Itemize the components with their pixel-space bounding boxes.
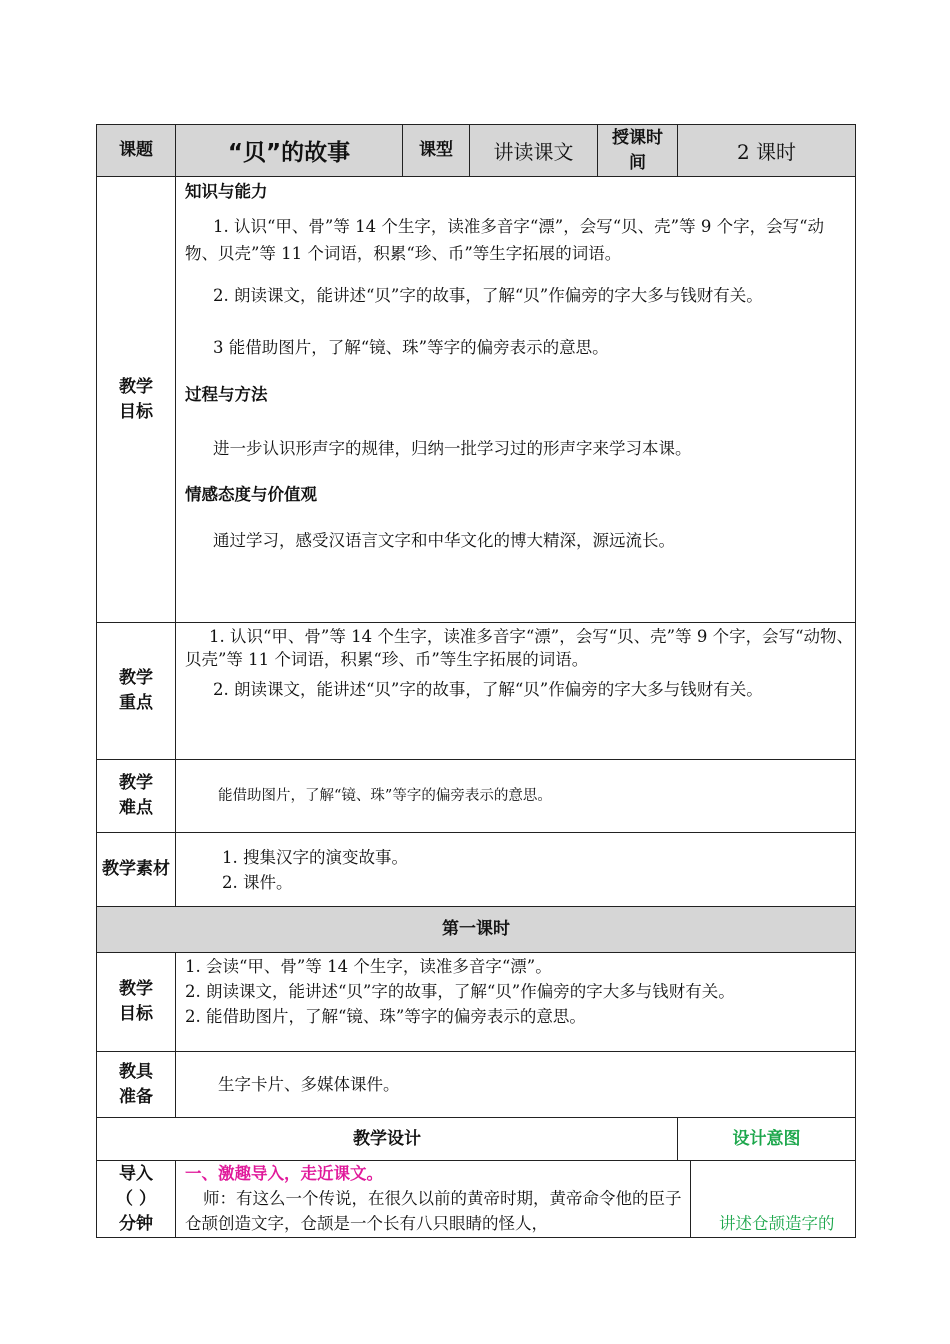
intro-label xyxy=(97,1161,176,1238)
key-points-content xyxy=(176,623,856,760)
knowledge-item-3: 3 能借助图片，了解“镜、珠”等字的偏旁表示的意思。 xyxy=(213,338,609,357)
intro-content xyxy=(176,1161,691,1238)
intro-label-line-1: 导入 xyxy=(119,1163,153,1184)
material-item-1: 1. 搜集汉字的演变故事。 xyxy=(222,847,408,867)
intro-label-line-2: （ ） xyxy=(116,1188,156,1209)
material-item-2: 2. 课件。 xyxy=(222,872,293,892)
type-label: 课型 xyxy=(403,125,470,177)
time-label: 授课时间 xyxy=(598,125,678,177)
tools-label: 教具准备 xyxy=(97,1052,176,1118)
intent-heading: 设计意图 xyxy=(678,1118,856,1161)
difficulties-row xyxy=(97,760,856,833)
tools-text: 生字卡片、多媒体课件。 xyxy=(176,1052,856,1118)
key-point-2: 2. 朗读课文，能讲述“贝”字的故事，了解“贝”作偏旁的字大多与钱财有关。 xyxy=(213,680,763,699)
lesson-goal-3: 2. 能借助图片，了解“镜、珠”等字的偏旁表示的意思。 xyxy=(185,1007,586,1026)
goals-label: 教学目标 xyxy=(97,177,176,623)
difficulties-label: 教学难点 xyxy=(97,760,176,833)
lesson-goal-1: 1. 会读“甲、骨”等 14 个生字，读准多音字“漂”。 xyxy=(185,957,552,976)
tools-row xyxy=(97,1052,856,1118)
topic-label: 课题 xyxy=(97,125,176,177)
process-text: 进一步认识形声字的规律，归纳一批学习过的形声字来学习本课。 xyxy=(213,439,692,458)
knowledge-heading: 知识与能力 xyxy=(185,182,268,201)
intro-row xyxy=(97,1161,856,1238)
lesson-goals-row xyxy=(97,953,856,1052)
knowledge-item-1: 1. 认识“甲、骨”等 14 个生字，读准多音字“漂”，会写“贝、壳”等 9 个字，会写“动物、贝壳”等 11 个词语，积累“珍、币”等生字拓展的词语。 xyxy=(185,217,825,263)
design-heading: 教学设计 xyxy=(97,1118,678,1161)
lesson-goal-2: 2. 朗读课文，能讲述“贝”字的故事，了解“贝”作偏旁的字大多与钱财有关。 xyxy=(185,982,735,1001)
key-points-row xyxy=(97,623,856,760)
difficulties-text: 能借助图片，了解“镜、珠”等字的偏旁表示的意思。 xyxy=(176,760,856,833)
key-point-1: 1. 认识“甲、骨”等 14 个生字，读准多音字“漂”，会写“贝、壳”等 9 个字，会写“动物、贝壳”等 11 个词语，积累“珍、币”等生字拓展的词语。 xyxy=(185,627,854,669)
intro-intent: 讲述仓颉造字的 xyxy=(691,1161,856,1238)
lesson-goals-content xyxy=(176,953,856,1052)
materials-content xyxy=(176,833,856,907)
materials-label: 教学素材 xyxy=(97,833,176,907)
header-row xyxy=(97,125,856,177)
topic-value: “贝”的故事 xyxy=(176,125,403,177)
key-points-label: 教学重点 xyxy=(97,623,176,760)
knowledge-item-2: 2. 朗读课文，能讲述“贝”字的故事，了解“贝”作偏旁的字大多与钱财有关。 xyxy=(213,286,763,305)
lesson-plan-table xyxy=(96,124,855,1238)
emotion-heading: 情感态度与价值观 xyxy=(185,485,317,504)
time-value: 2 课时 xyxy=(678,125,856,177)
process-heading: 过程与方法 xyxy=(185,385,268,404)
intro-paragraph: 师：有这么一个传说，在很久以前的黄帝时期，黄帝命令他的臣子仓颉创造文字，仓颉是一个长有八只眼睛的怪人， xyxy=(185,1189,682,1233)
lesson-one-row xyxy=(97,907,856,953)
intro-label-line-3: 分钟 xyxy=(119,1213,153,1234)
goals-content xyxy=(176,177,856,623)
emotion-text: 通过学习，感受汉语言文字和中华文化的博大精深，源远流长。 xyxy=(213,531,675,550)
lesson-one-title: 第一课时 xyxy=(97,907,856,953)
type-value: 讲读课文 xyxy=(470,125,598,177)
lesson-goals-label: 教学目标 xyxy=(97,953,176,1052)
goals-row xyxy=(97,177,856,623)
materials-row xyxy=(97,833,856,907)
design-heading-row xyxy=(97,1118,856,1161)
intro-section-title: 一、激趣导入，走近课文。 xyxy=(185,1164,383,1183)
